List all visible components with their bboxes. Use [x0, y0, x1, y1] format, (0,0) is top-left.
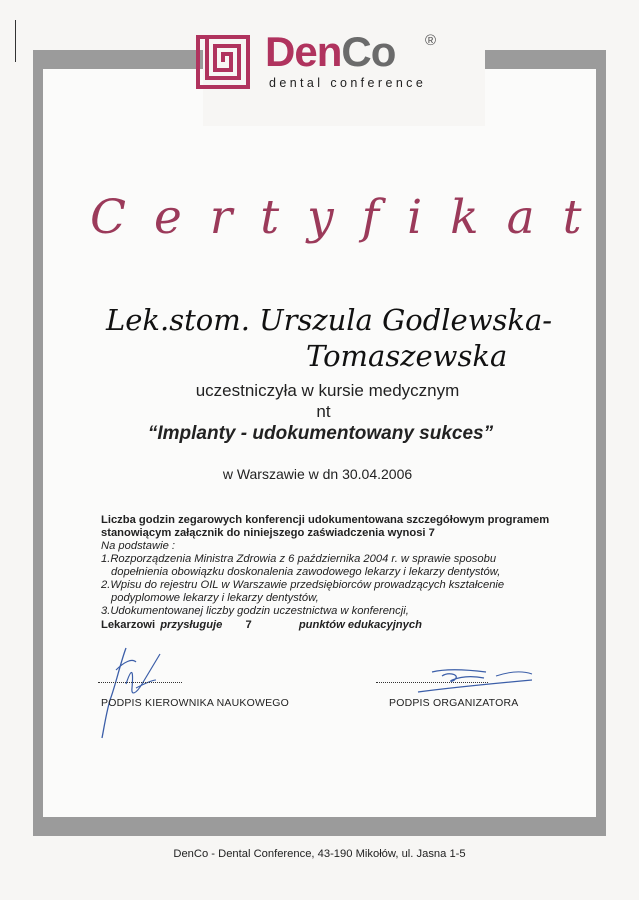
logo-subtitle: dental conference	[269, 76, 427, 90]
certificate-title: Certyfikat	[90, 190, 610, 245]
points-value: 7	[245, 619, 252, 631]
points-verb: przysługuje	[160, 619, 223, 631]
points-unit: punktów edukacyjnych	[298, 619, 422, 631]
hours-line-2: stanowiącym załącznik do niniejszego zaświadczenia wynosi 7	[101, 527, 435, 539]
nt-text: nt	[316, 402, 331, 421]
denco-maze-icon	[195, 34, 251, 90]
points-line	[101, 619, 581, 632]
logo-wordmark: DenCo	[265, 28, 396, 75]
course-title: “Implanty - udokumentowany sukces”	[147, 423, 494, 444]
basis-label: Na podstawie :	[101, 540, 176, 552]
basis-item-1a: 1.Rozporządzenia Ministra Zdrowia z 6 października 2004 r. w sprawie sposobu	[101, 553, 497, 565]
scan-mark	[15, 20, 16, 62]
organizer-label: PODPIS ORGANIZATORA	[389, 697, 519, 709]
points-label: Lekarzowi	[101, 619, 156, 631]
basis-item-1b: dopełnienia obowiązku doskonalenia zawodowego lekarzy i lekarzy dentystów,	[111, 566, 501, 578]
organizer-signature	[408, 662, 538, 698]
basis-item-2a: 2.Wpisu do rejestru OIL w Warszawie przedsiębiorców prowadzących kształcenie	[101, 579, 505, 591]
basis-item-3: 3.Udokumentowanej liczby godzin uczestnictwa w konferencji,	[101, 605, 409, 617]
participation-text: uczestniczyła w kursie medycznym	[195, 381, 460, 400]
signature-line-right	[376, 682, 488, 683]
details-block	[101, 514, 581, 632]
place-date: w Warszawie w dn 30.04.2006	[222, 466, 413, 482]
recipient-name	[80, 302, 560, 374]
registered-mark: ®	[425, 32, 437, 49]
footer-address: DenCo - Dental Conference, 43-190 Mikołów, ul. Jasna 1-5	[173, 848, 466, 860]
scientific-director-signature	[96, 644, 176, 740]
denco-logo	[195, 28, 445, 94]
scientific-director-label: PODPIS KIEROWNIKA NAUKOWEGO	[101, 697, 290, 709]
recipient-line-2: Tomaszewska	[306, 339, 508, 373]
recipient-line-1: Lek.stom. Urszula Godlewska-	[106, 303, 553, 337]
basis-item-2b: podyplomowe lekarzy i lekarzy dentystów,	[111, 592, 319, 604]
signature-line-left	[98, 682, 182, 683]
hours-line-1: Liczba godzin zegarowych konferencji udokumentowana szczegółowym programem	[101, 514, 550, 526]
